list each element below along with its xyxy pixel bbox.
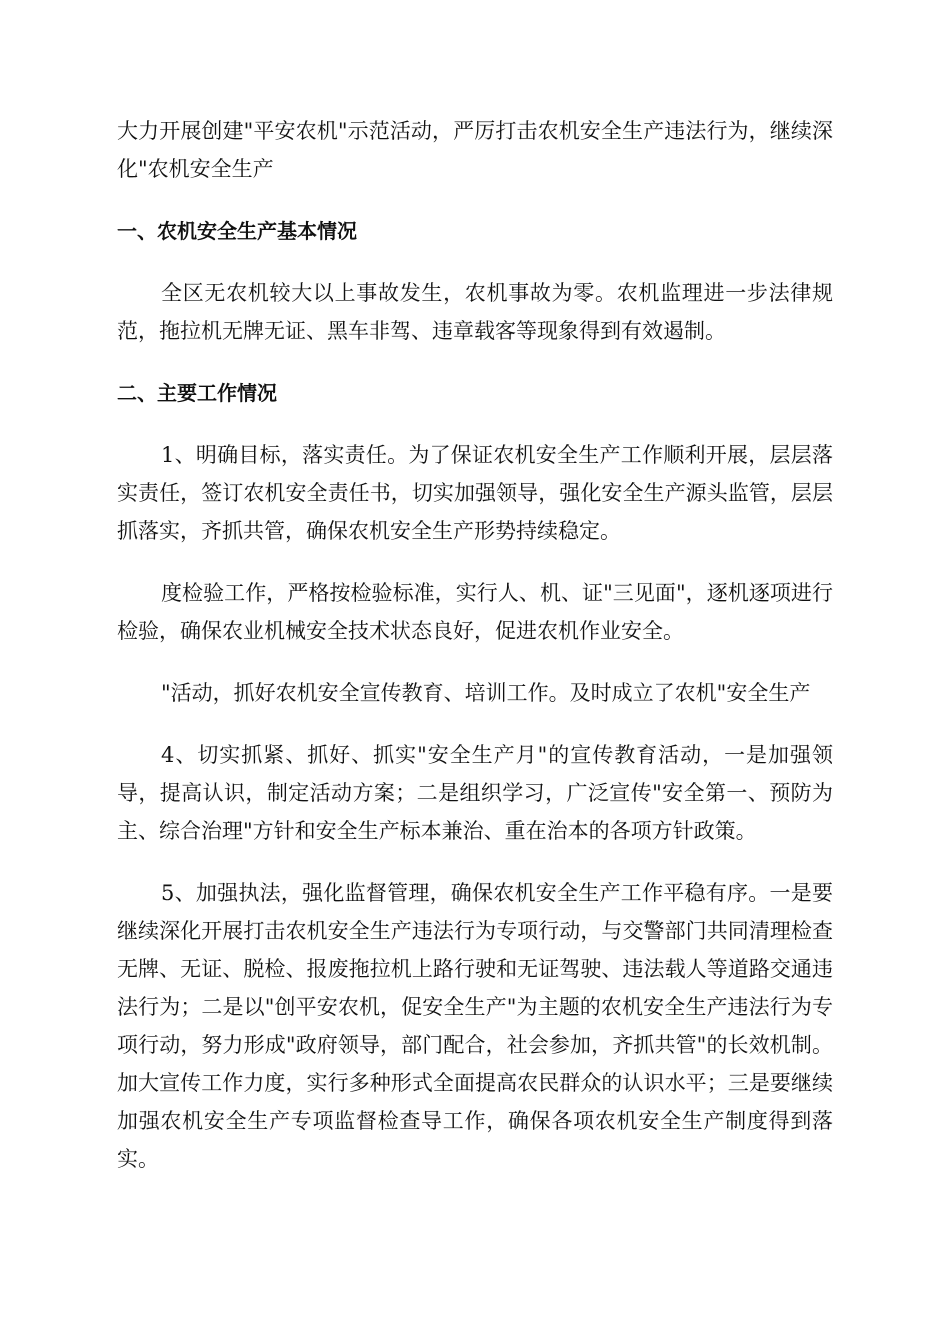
document-page [117, 112, 833, 1202]
item-4-paragraph: 4、切实抓紧、抓好、抓实"安全生产月"的宣传教育活动，一是加强领导，提高认识，制定活动方案；二是组织学习，广泛宣传"安全第一、预防为主、综合治理"方针和安全生产标本兼治、重在治本的各项方针政策。 [117, 743, 833, 843]
item-5-paragraph: 5、加强执法，强化监督管理，确保农机安全生产工作平稳有序。一是要继续深化开展打击农机安全生产违法行为专项行动，与交警部门共同清理检查无牌、无证、脱检、报废拖拉机上路行驶和无证驾驶、违法载人等道路交通违法行为；二是以"创平安农机，促安全生产"为主题的农机安全生产违法行为专项行动，努力形成"政府领导，部门配合，社会参加，齐抓共管"的长效机制。加大宣传工作力度，实行多种形式全面提高农民群众的认识水平；三是要继续加强农机安全生产专项监督检查导工作，确保各项农机安全生产制度得到落实。 [117, 881, 833, 1171]
item-2-paragraph: 度检验工作，严格按检验标准，实行人、机、证"三见面"，逐机逐项进行检验，确保农业机械安全技术状态良好，促进农机作业安全。 [117, 581, 833, 643]
section-1-heading: 一、农机安全生产基本情况 [117, 219, 357, 243]
item-3-paragraph: "活动，抓好农机安全宣传教育、培训工作。及时成立了农机"安全生产 [161, 681, 811, 705]
section-2-heading: 二、主要工作情况 [117, 381, 277, 405]
intro-paragraph: 大力开展创建"平安农机"示范活动，严厉打击农机安全生产违法行为，继续深化"农机安全生产 [117, 119, 833, 181]
section-1-paragraph: 全区无农机较大以上事故发生，农机事故为零。农机监理进一步法律规范，拖拉机无牌无证、黑车非驾、违章载客等现象得到有效遏制。 [117, 281, 833, 343]
item-1-paragraph: 1、明确目标，落实责任。为了保证农机安全生产工作顺利开展，层层落实责任，签订农机安全责任书，切实加强领导，强化安全生产源头监管，层层抓落实，齐抓共管，确保农机安全生产形势持续稳定。 [117, 443, 833, 543]
